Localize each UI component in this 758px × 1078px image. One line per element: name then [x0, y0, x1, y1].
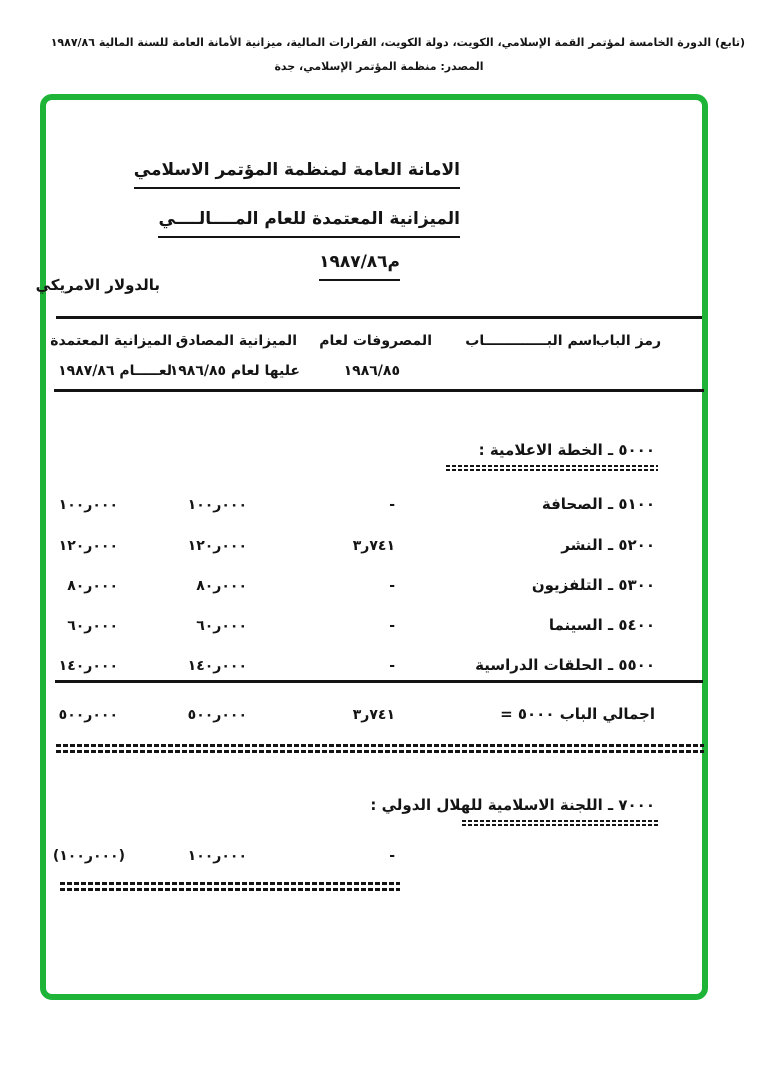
cell-approved: ١٤٠ر٠٠٠	[58, 658, 118, 674]
cell-expense: -	[389, 618, 395, 634]
cell-expense: -	[389, 658, 395, 674]
col-header-expense-l1: المصروفات لعام	[319, 333, 432, 349]
total-label: اجمالي الباب ٥٠٠٠ =	[500, 705, 655, 723]
cell-name: ٥٥٠٠ ـ الحلقات الدراسية	[475, 656, 655, 674]
currency-note: بالدولار الامريكي	[35, 276, 160, 294]
section-7000-underline	[462, 820, 658, 826]
cell-approved: ٦٠ر٠٠٠	[67, 618, 118, 634]
rule-top	[56, 316, 702, 319]
cell-name: ٥٤٠٠ ـ السينما	[548, 616, 655, 634]
source-caption-line2: المصدر: منظمة المؤتمر الإسلامي، جدة	[274, 60, 484, 73]
source-caption-line1: (تابع) الدورة الخامسة لمؤتمر القمة الإسلامي، الكويت، دولة الكويت، القرارات المالية، ميزانية الأمانة العامة للسنة المالية ١٩٨٧/٨٦	[50, 36, 745, 49]
cell-name: ٥١٠٠ ـ الصحافة	[541, 495, 655, 513]
doc-title-budget: الميزانية المعتمدة للعام المــــالــــي	[158, 209, 460, 238]
rule-header-bottom	[54, 389, 704, 392]
cell-ratified: ١٢٠ر٠٠٠	[187, 538, 247, 554]
cell-ratified: ١٤٠ر٠٠٠	[187, 658, 247, 674]
col-header-expense-l2: ١٩٨٦/٨٥	[343, 363, 400, 379]
separator-heavy-partial	[60, 882, 400, 891]
total-approved: ٥٠٠ر٠٠٠	[58, 707, 118, 723]
cell-expense: -	[389, 848, 395, 864]
cell-expense: ٣ر٧٤١	[352, 538, 395, 554]
cell-expense: -	[389, 578, 395, 594]
cell-approved: ١٠٠ر٠٠٠	[58, 497, 118, 513]
cell-name: ٥٣٠٠ ـ التلفزيون	[531, 576, 655, 594]
cell-ratified: ٨٠ر٠٠٠	[196, 578, 247, 594]
cell-approved: (١٠٠ر٠٠٠)	[52, 848, 125, 864]
total-ratified: ٥٠٠ر٠٠٠	[187, 707, 247, 723]
cell-ratified: ١٠٠ر٠٠٠	[187, 848, 247, 864]
cell-ratified: ١٠٠ر٠٠٠	[187, 497, 247, 513]
col-header-approved-l1: الميزانية المعتمدة	[50, 333, 172, 349]
col-header-code: رمز الباب	[595, 333, 661, 349]
rule-above-total	[55, 680, 703, 683]
cell-approved: ٨٠ر٠٠٠	[67, 578, 118, 594]
col-header-approved-l2: لعـــــام ١٩٨٧/٨٦	[58, 363, 172, 379]
section-5000-heading: ٥٠٠٠ ـ الخطة الاعلامية :	[478, 441, 655, 459]
col-header-ratified-l1: الميزانية المصادق	[175, 333, 297, 349]
section-7000-heading: ٧٠٠٠ ـ اللجنة الاسلامية للهلال الدولي :	[370, 796, 655, 814]
separator-heavy-full	[56, 744, 704, 753]
col-header-name: اسم البـــــــــــــاب	[465, 333, 597, 349]
col-header-ratified-l2: عليها لعام ١٩٨٦/٨٥	[169, 363, 300, 379]
cell-approved: ١٢٠ر٠٠٠	[58, 538, 118, 554]
cell-name: ٥٢٠٠ ـ النشر	[561, 536, 655, 554]
cell-ratified: ٦٠ر٠٠٠	[196, 618, 247, 634]
total-expense: ٣ر٧٤١	[352, 707, 395, 723]
doc-title-year: ١٩٨٧/٨٦م	[319, 252, 400, 281]
doc-title-org: الامانة العامة لمنظمة المؤتمر الاسلامي	[134, 160, 460, 189]
cell-expense: -	[389, 497, 395, 513]
section-5000-underline	[446, 465, 658, 471]
